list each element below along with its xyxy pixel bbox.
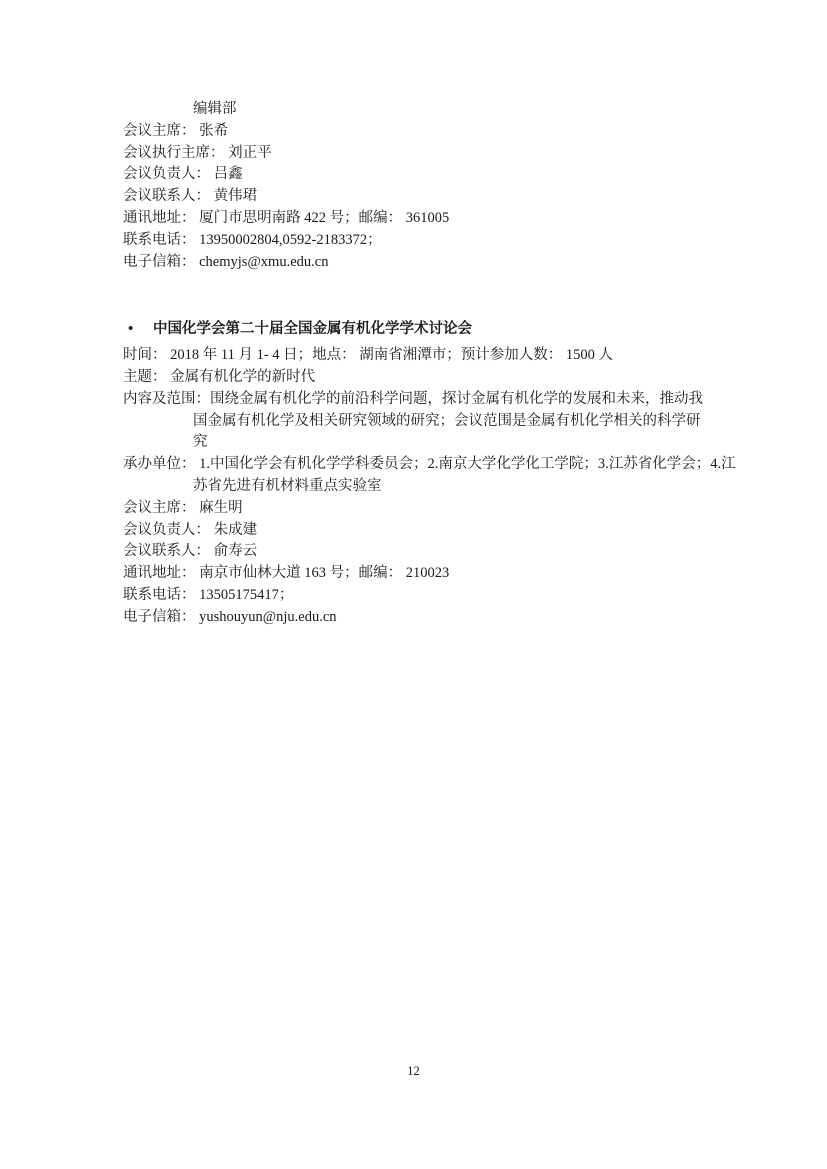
time-location-line: 时间： 2018 年 11 月 1- 4 日；地点： 湖南省湘潭市；预计参加人数： 1500 人	[123, 347, 614, 364]
mailing-address-line: 通讯地址： 厦门市思明南路 422 号；邮编： 361005	[123, 209, 450, 226]
scope-continuation-line: 国金属有机化学及相关研究领域的研究；会议范围是金属有机化学相关的科学研	[193, 412, 701, 429]
bullet-icon: •	[128, 321, 134, 338]
page-number: 12	[407, 1064, 420, 1078]
organizers-continuation-line: 苏省先进有机材料重点实验室	[193, 477, 382, 494]
phone-line: 联系电话： 13505175417；	[123, 586, 294, 603]
conference-title: 中国化学会第二十届全国金属有机化学学术讨论会	[153, 321, 472, 338]
page-content	[123, 99, 736, 629]
theme-line: 主题： 金属有机化学的新时代	[123, 368, 316, 385]
conference-contact-line: 会议联系人： 俞寿云	[123, 543, 258, 560]
phone-line: 联系电话： 13950002804,0592-2183372；	[123, 231, 382, 248]
conference-lead-line: 会议负责人： 朱成建	[123, 521, 258, 538]
mailing-address-line: 通讯地址： 南京市仙林大道 163 号；邮编： 210023	[123, 565, 450, 582]
executive-chair-line: 会议执行主席： 刘正平	[123, 144, 272, 161]
conference-chair-line: 会议主席： 张希	[123, 122, 229, 139]
organizers-line: 承办单位： 1.中国化学会有机化学学科委员会；2.南京大学化学化工学院；3.江苏省化学会；4.江	[123, 456, 736, 473]
email-line: 电子信箱： chemyjs@xmu.edu.cn	[123, 253, 329, 270]
editorial-dept-continuation-line: 编辑部	[193, 101, 237, 117]
conference-lead-line: 会议负责人： 吕鑫	[123, 166, 243, 183]
email-line: 电子信箱： yushouyun@nju.edu.cn	[123, 608, 337, 625]
conference-contact-line: 会议联系人： 黄伟珺	[123, 188, 258, 205]
conference-chair-line: 会议主席： 麻生明	[123, 499, 243, 516]
scope-continuation-line: 究	[193, 434, 208, 451]
scope-line: 内容及范围：围绕金属有机化学的前沿科学问题，探讨金属有机化学的发展和未来，推动我	[123, 390, 703, 407]
conference-title-heading	[123, 319, 719, 341]
